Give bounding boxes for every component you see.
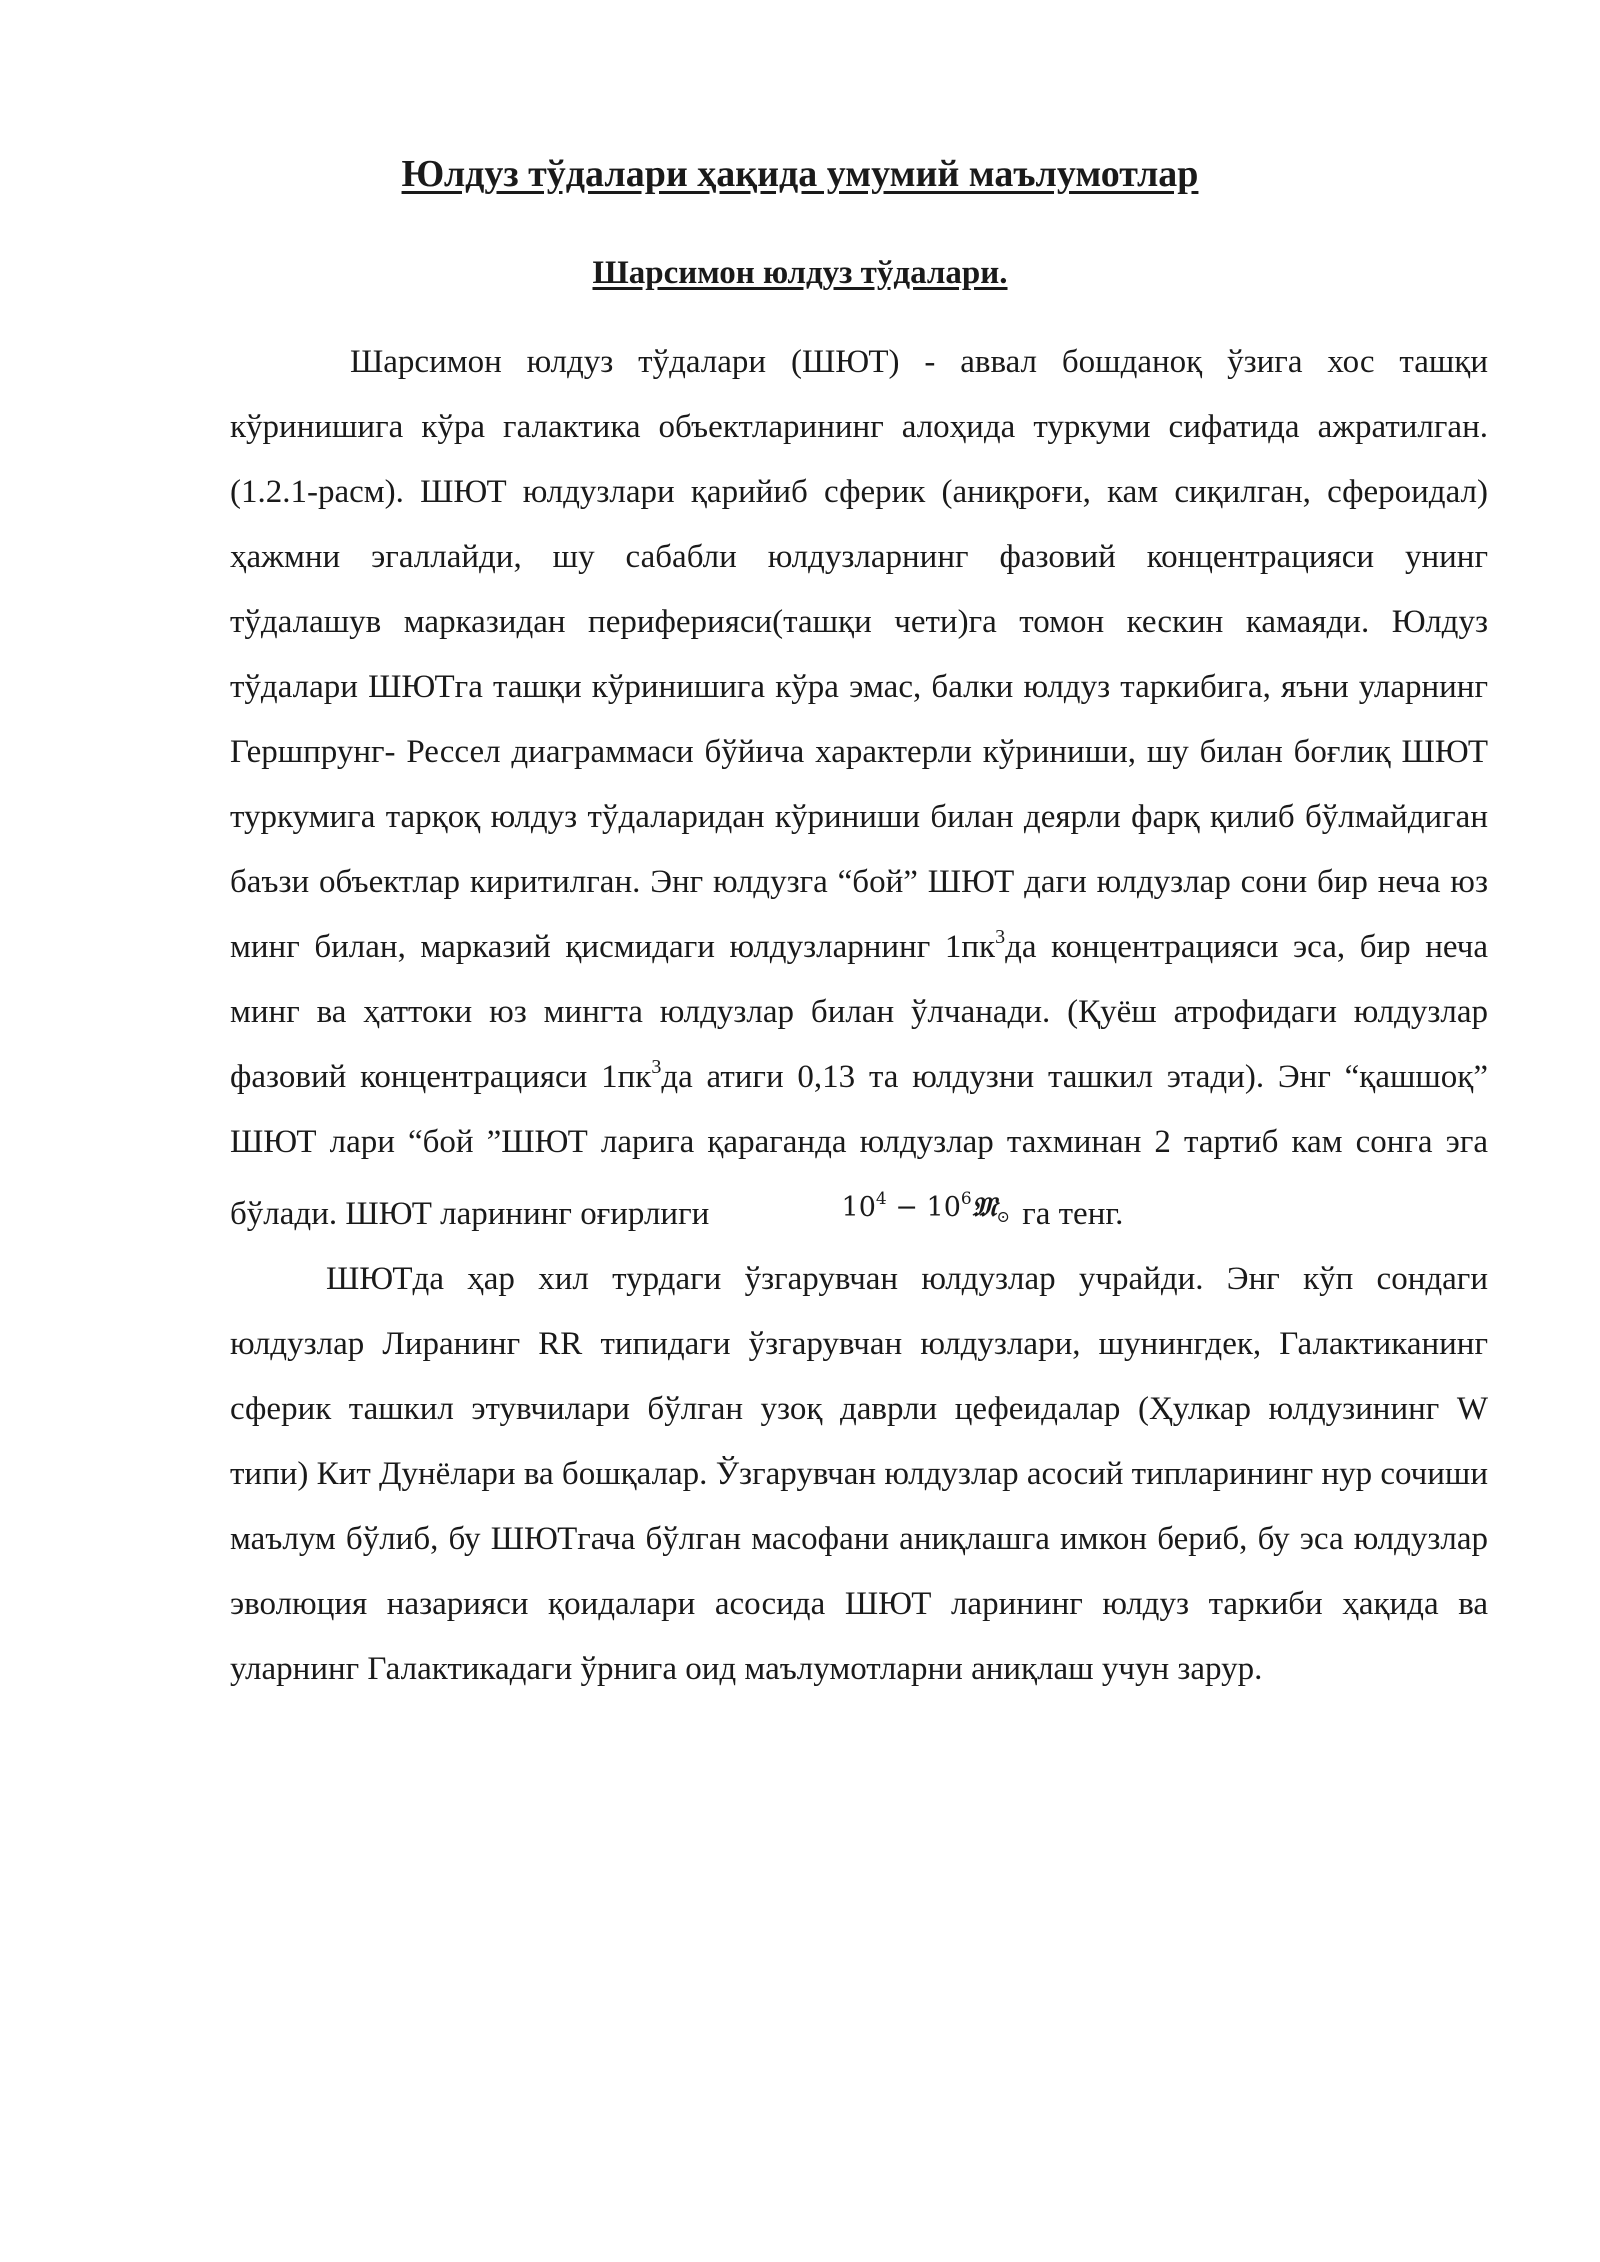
document-title: Юлдуз тўдалари ҳақида умумий маълумотлар: [401, 153, 1199, 195]
formula-dash: −: [886, 1192, 927, 1223]
superscript-cubic: 3: [651, 1056, 662, 1078]
sun-symbol: ⊙: [996, 1207, 1010, 1226]
formula-exponent: 4: [875, 1189, 887, 1209]
paragraph-variable-stars: ШЮТда ҳар хил турдаги ўзгарувчан юлдузлар учрайди. Энг кўп сондаги юлдузлар Лиранинг RR типидаги ўзгарувчан юлдузлари, шунингдек, Галактиканинг сферик ташкил этувчилари бўлган узоқ даврли цефеидалар (Ҳулкар юлдузининг W типи) Кит Дунёлари ва бошқалар. Ўзгарувчан юлдузлар асосий типларининг нур сочиши маълум бўлиб, бу ШЮТгача бўлган масофани аниқлашга имкон бериб, бу эса юлдузлар эволюция назарияси қоидалари асосида ШЮТ ларининг юлдуз таркиби ҳақида ва уларнинг Галактикадаги ўрнига оид маълумотларни аниқлаш учун зарур.: [230, 1261, 1488, 1687]
formula-base: 10: [841, 1192, 876, 1223]
formula-exponent: 6: [960, 1189, 972, 1209]
paragraph-globular-clusters: [230, 330, 1488, 1247]
paragraph-text: да атиги 0,13 та юлдузни ташкил этади). Энг “қашшоқ” ШЮТ лари “бой ”ШЮТ ларига қараганда юлдузлар тахминан 2 тартиб кам сонга эга бўлади. ШЮТ ларининг оғирлиги: [230, 1059, 1488, 1232]
document-body: [230, 330, 1488, 1702]
superscript-cubic: 3: [995, 926, 1006, 948]
formula-base: 10: [926, 1192, 961, 1223]
paragraph-text: га тенг.: [1022, 1196, 1124, 1232]
paragraph-text: Шарсимон юлдуз тўдалари (ШЮТ) - аввал бошданоқ ўзига хос ташқи кўринишига кўра галактика объектларининг алоҳида туркуми сифатида ажратилган. (1.2.1-расм). ШЮТ юлдузлари қарийиб сферик (аниқроғи, кам сиқилган, сфероидал) ҳажмни эгаллайди, шу сабабли юлдузларнинг фазовий концентрацияси унинг тўдалашув марказидан периферияси(ташқи чети)га томон кескин камаяди. Юлдуз тўдалари ШЮТга ташқи кўринишига кўра эмас, балки юлдуз таркибига, яъни уларнинг Гершпрунг- Рессел диаграммаси бўйича характерли кўриниши, шу билан боғлиқ ШЮТ туркумига тарқоқ юлдуз тўдаларидан кўриниши билан деярли фарқ қилиб бўлмайдиган баъзи объектлар киритилган. Энг юлдузга “бой” ШЮТ даги юлдузлар сони бир неча юз минг билан, марказий қисмидаги юлдузларнинг 1пк: [230, 344, 1488, 965]
solar-mass-symbol: 𝔐: [971, 1192, 997, 1223]
paragraph-text: да концентрацияси эса, бир неча минг ва ҳаттоки юз мингта юлдузлар билан ўлчанади. (Қуёш атрофидаги юлдузлар фазовий концентрацияси 1пк: [230, 929, 1488, 1095]
section-heading: Шарсимон юлдуз тўдалари.: [592, 255, 1008, 291]
mass-formula: [722, 1175, 1010, 1240]
